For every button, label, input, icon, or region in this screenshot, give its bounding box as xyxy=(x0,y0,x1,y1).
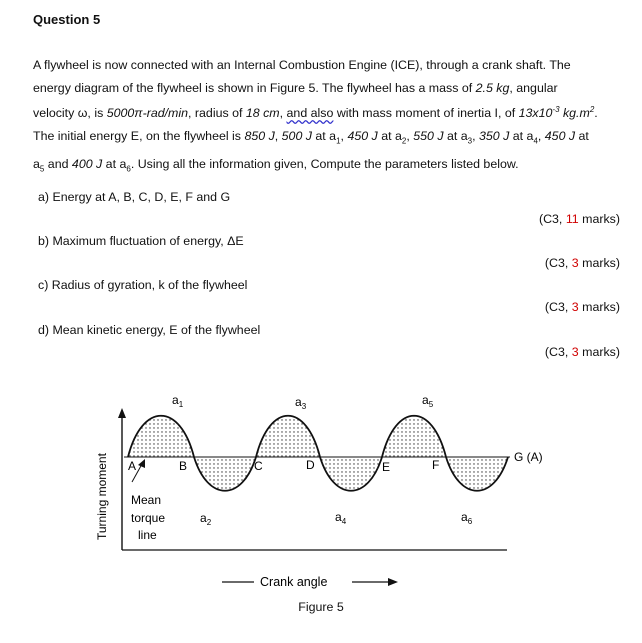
point-c-label: C xyxy=(254,459,263,473)
marks-text: (C3, xyxy=(538,212,566,226)
para-text: with mass moment of inertia I, of xyxy=(333,106,519,121)
marks-text: marks) xyxy=(578,212,620,226)
inertia-value xyxy=(518,105,598,121)
para-text: a xyxy=(33,156,40,171)
area-a4-fill xyxy=(320,457,382,491)
para-text: at a xyxy=(377,128,402,143)
point-e-label: E xyxy=(382,460,391,474)
velocity-value: 5000π-rad/min xyxy=(106,106,189,121)
inertia-base: 13x10 xyxy=(518,106,553,121)
mean-torque-label-1: Mean xyxy=(131,493,162,507)
marks-number: 3 xyxy=(571,345,579,359)
inertia-exp: -3 xyxy=(552,105,560,114)
area-a3-label: $a_3$ xyxy=(295,395,307,411)
energy-diagram xyxy=(92,382,562,597)
part-b-marks xyxy=(545,256,620,270)
para-text: , xyxy=(537,128,545,143)
energy-value: 450 J xyxy=(347,128,378,143)
area-a6-label: $a_6$ xyxy=(461,510,473,526)
point-f-label: F xyxy=(432,458,440,472)
subscript: 5 xyxy=(39,164,45,174)
marks-number: 3 xyxy=(571,256,579,270)
point-b-label: B xyxy=(179,459,188,473)
energy-value: 500 J xyxy=(281,128,312,143)
marks-text: (C3, xyxy=(544,345,572,359)
marks-number: 11 xyxy=(565,212,579,226)
area-a1-fill xyxy=(128,416,194,457)
part-d-label: d) Mean kinetic energy, E of the flywheel xyxy=(38,323,261,337)
para-line-3 xyxy=(33,99,623,125)
para-text: , xyxy=(279,106,287,121)
question-paragraph xyxy=(33,54,623,181)
crank-angle-arrowhead xyxy=(388,578,398,586)
para-line-5 xyxy=(33,153,623,181)
x-axis-label: Crank angle xyxy=(260,575,328,589)
para-text: velocity ω, is xyxy=(33,106,107,121)
mean-torque-label-3: line xyxy=(138,528,157,542)
area-a5-label: $a_5$ xyxy=(422,393,434,409)
para-text: at a xyxy=(443,128,468,143)
area-a3-fill xyxy=(256,416,320,457)
para-text: , angular xyxy=(509,80,558,95)
part-b-label: b) Maximum fluctuation of energy, ΔE xyxy=(38,234,244,248)
energy-value: 400 J xyxy=(71,156,103,171)
marks-number: 3 xyxy=(571,300,579,314)
para-text: , radius of xyxy=(188,106,246,121)
marks-text: (C3, xyxy=(544,300,572,314)
part-c-label: c) Radius of gyration, k of the flywheel xyxy=(38,278,248,292)
point-a-label: A xyxy=(128,459,137,473)
part-d-marks xyxy=(545,345,620,359)
subscript: 4 xyxy=(533,136,538,146)
marks-text: marks) xyxy=(578,345,620,359)
para-text: . xyxy=(594,106,598,121)
part-c-marks xyxy=(545,300,620,314)
subscript: 3 xyxy=(467,136,473,146)
y-axis-arrowhead xyxy=(118,408,126,418)
area-a5-fill xyxy=(382,416,446,457)
area-a2-label: $a_2$ xyxy=(200,511,212,527)
para-line-1 xyxy=(33,54,623,77)
inertia-unit-exp: 2 xyxy=(589,105,595,114)
marks-text: marks) xyxy=(578,256,620,270)
subscript: 1 xyxy=(336,136,341,146)
para-text: . Using all the information given, Compute the parameters listed below. xyxy=(130,156,519,171)
spellcheck-word: and also xyxy=(286,106,334,121)
para-line-2 xyxy=(33,77,623,100)
energy-value: 850 J xyxy=(244,128,275,143)
marks-text: (C3, xyxy=(544,256,572,270)
para-text: The initial energy E, on the flywheel is xyxy=(33,128,245,143)
para-text: at a xyxy=(102,156,127,171)
figure-caption: Figure 5 xyxy=(298,600,344,614)
area-a6-fill xyxy=(446,457,508,491)
mass-value: 2.5 kg xyxy=(475,80,510,95)
para-line-4 xyxy=(33,125,623,153)
question-title: Question 5 xyxy=(33,12,101,27)
mean-torque-leader-arrowhead xyxy=(138,459,145,468)
para-text: and xyxy=(44,156,72,171)
para-text: energy diagram of the flywheel is shown in Figure 5. The flywheel has a mass of xyxy=(33,80,476,95)
energy-value: 450 J xyxy=(544,128,576,143)
para-text: at a xyxy=(509,128,534,143)
para-text: , xyxy=(406,128,414,143)
subscript: 6 xyxy=(126,164,131,174)
para-text: A flywheel is now connected with an Internal Combustion Engine (ICE), through a crank shaft. The xyxy=(33,58,571,72)
inertia-unit: kg.m xyxy=(559,106,590,121)
para-text: , xyxy=(274,128,282,143)
para-text: , xyxy=(340,128,348,143)
point-g-label: G (A) xyxy=(514,450,543,464)
y-axis-label: Turning moment xyxy=(95,453,109,540)
mean-torque-label-2: torque xyxy=(131,511,166,525)
area-a2-fill xyxy=(194,457,256,491)
para-text: at xyxy=(575,128,589,143)
part-a-marks xyxy=(539,212,620,226)
area-a1-label: $a_1$ xyxy=(172,393,184,409)
radius-value: 18 cm xyxy=(245,106,280,121)
energy-value: 350 J xyxy=(479,128,510,143)
point-d-label: D xyxy=(306,458,315,472)
marks-text: marks) xyxy=(578,300,620,314)
energy-value: 550 J xyxy=(413,128,444,143)
para-text: at a xyxy=(311,128,337,143)
para-text: , xyxy=(472,128,479,143)
area-a4-label: $a_4$ xyxy=(335,510,347,526)
subscript: 2 xyxy=(401,136,407,146)
part-a-label: a) Energy at A, B, C, D, E, F and G xyxy=(38,190,231,204)
